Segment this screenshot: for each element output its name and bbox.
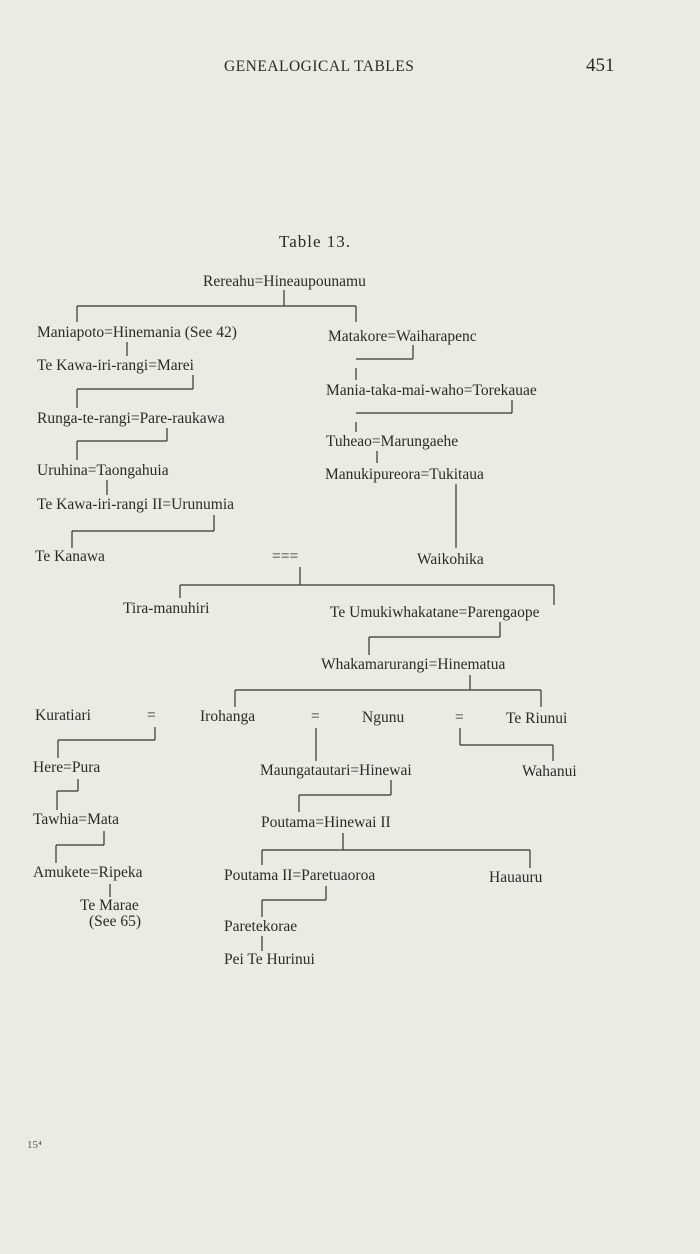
person-tuheao: Tuheao=Marungaehe — [326, 433, 459, 450]
person-manukipureora: Manukipureora=Tukitaua — [325, 466, 484, 483]
person-matakore: Matakore=Waiharapenc — [328, 328, 477, 345]
page-number: 451 — [586, 55, 615, 76]
person-maungatautari: Maungatautari=Hinewai — [260, 762, 412, 779]
person-wahanui: Wahanui — [522, 763, 577, 780]
person-maniapoto: Maniapoto=Hinemania (See 42) — [37, 324, 237, 341]
marriage-sign-3: = — [455, 709, 464, 726]
person-paretekorae: Paretekorae — [224, 918, 298, 935]
person-rereahu: Rereahu=Hineaupounamu — [203, 273, 366, 290]
person-te-kawa-ii: Te Kawa-iri-rangi II=Urunumia — [37, 496, 235, 513]
person-poutama: Poutama=Hinewai II — [261, 814, 391, 831]
person-tira-manuhiri: Tira-manuhiri — [123, 600, 210, 617]
person-te-umukiwhakatane: Te Umukiwhakatane=Parengaope — [330, 604, 540, 621]
person-irohanga: Irohanga — [200, 708, 256, 725]
marriage-sign: === — [272, 548, 299, 565]
person-poutama-ii: Poutama II=Paretuaoroa — [224, 867, 376, 884]
person-te-kawa-iri-rangi: Te Kawa-iri-rangi=Marei — [37, 357, 194, 374]
person-waikohika: Waikohika — [417, 551, 484, 568]
person-mania-taka-mai-waho: Mania-taka-mai-waho=Torekauae — [326, 382, 537, 399]
person-te-riunui: Te Riunui — [506, 710, 568, 727]
person-kuratiari: Kuratiari — [35, 707, 91, 724]
marriage-sign-2: = — [311, 708, 320, 725]
person-te-marae: Te Marae — [80, 897, 139, 914]
person-whakamarurangi: Whakamarurangi=Hinematua — [321, 656, 506, 673]
person-te-kanawa: Te Kanawa — [35, 548, 105, 565]
person-uruhina: Uruhina=Taongahuia — [37, 462, 169, 479]
person-pei-te-hurinui: Pei Te Hurinui — [224, 951, 315, 968]
cross-reference: (See 65) — [89, 913, 142, 930]
person-hauauru: Hauauru — [489, 869, 543, 886]
person-runga-te-rangi: Runga-te-rangi=Pare-raukawa — [37, 410, 225, 427]
person-tawhia: Tawhia=Mata — [33, 811, 119, 828]
running-title: GENEALOGICAL TABLES — [224, 58, 415, 75]
person-amukete: Amukete=Ripeka — [33, 864, 143, 881]
printer-mark: 15⁴ — [27, 1139, 42, 1151]
person-ngunu: Ngunu — [362, 709, 405, 726]
person-here: Here=Pura — [33, 759, 101, 776]
table-title: Table 13. — [279, 232, 352, 251]
marriage-sign-1: = — [147, 707, 156, 724]
